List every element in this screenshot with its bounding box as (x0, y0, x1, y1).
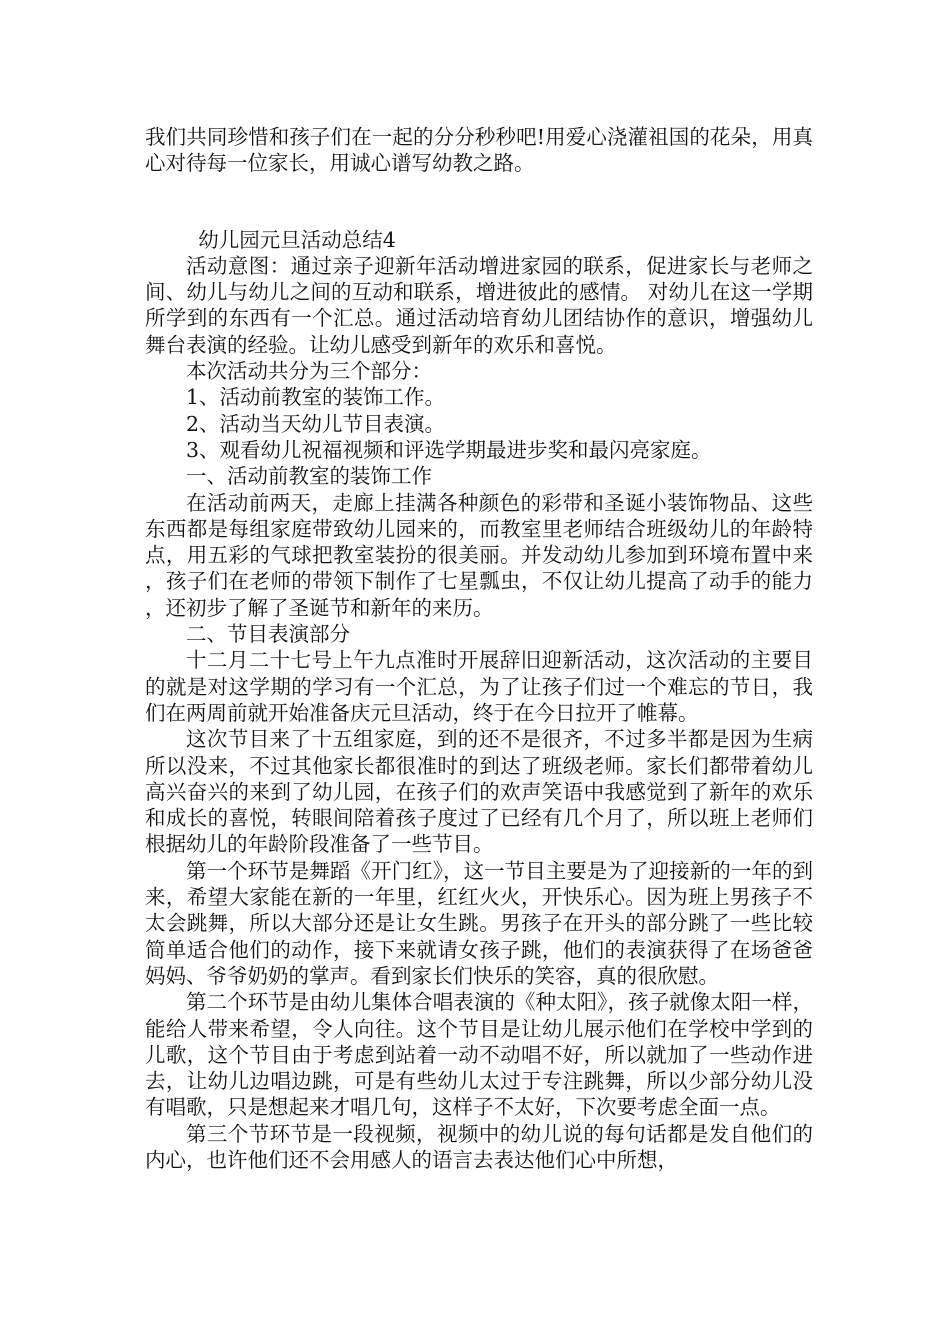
paragraph-families: 这次节目来了十五组家庭，到的还不是很齐，不过多半都是因为生病所以没来，不过其他家长都很准时的到达了班级老师。家长们都带着幼儿高兴奋兴的来到了幼儿园，在孩子们的欢声笑语中我感觉到了新年的欢乐和成长的喜悦，转眼间陪着孩子度过了已经有几个月了，所以班上老师们根据幼儿的年龄阶段准备了一些节目。 (145, 727, 813, 857)
paragraph-chorus: 第二个环节是由幼儿集体合唱表演的《种太阳》，孩子就像太阳一样，能给人带来希望，令人向往。这个节目是让幼儿展示他们在学校中学到的儿歌，这个节目由于考虑到站着一动不动唱不好，所以就加了一些动作进去，让幼儿边唱边跳，可是有些幼儿太过于专注跳舞，所以少部分幼儿没有唱歌，只是想起来才唱几句，这样子不太好，下次要考虑全面一点。 (145, 990, 813, 1120)
heading-decoration: 一、活动前教室的装饰工作 (186, 464, 432, 489)
list-item-1: 1、活动前教室的装饰工作。 (186, 385, 446, 410)
section-title: 幼儿园元旦活动总结4 (198, 227, 396, 252)
list-item-2: 2、活动当天幼儿节目表演。 (186, 411, 446, 436)
paragraph-dance: 第一个环节是舞蹈《开门红》，这一节目主要是为了迎接新的一年的到来，希望大家能在新的一年里，红红火火，开快乐心。因为班上男孩子不太会跳舞，所以大部分还是让女生跳。男孩子在开头的部分跳了一些比较简单适合他们的动作，接下来就请女孩子跳，他们的表演获得了在场爸爸妈妈、爷爷奶奶的掌声。看到家长们快乐的笑容，真的很欣慰。 (145, 858, 813, 988)
paragraph-decoration: 在活动前两天，走廊上挂满各种颜色的彩带和圣诞小装饰物品、这些东西都是每组家庭带致幼儿园来的，而教室里老师结合班级幼儿的年龄特点，用五彩的气球把教室装扮的很美丽。并发动幼儿参加到环境布置中来，孩子们在老师的带领下制作了七星瓢虫，不仅让幼儿提高了动手的能力，还初步了解了圣诞节和新年的来历。 (145, 490, 813, 620)
section-spacer (145, 177, 813, 227)
paragraph-intent: 活动意图：通过亲子迎新年活动增进家园的联系，促进家长与老师之间、幼儿与幼儿之间的互动和联系，增进彼此的感情。 对幼儿在这一学期所学到的东西有一个汇总。通过活动培育幼儿团结协作的意识，增强幼儿舞台表演的经验。让幼儿感受到新年的欢乐和喜悦。 (145, 253, 813, 357)
paragraph-parts-intro: 本次活动共分为三个部分： (186, 359, 432, 384)
intro-paragraph: 我们共同珍惜和孩子们在一起的分分秒秒吧!用爱心浇灌祖国的花朵，用真心对待每一位家长，用诚心谱写幼教之路。 (145, 125, 813, 176)
document-page (145, 124, 813, 1173)
heading-performance: 二、节目表演部分 (186, 622, 350, 647)
paragraph-video: 第三个节环节是一段视频，视频中的幼儿说的每句话都是发自他们的内心，也许他们还不会用感人的语言去表达他们心中所想， (145, 1121, 813, 1172)
paragraph-activity-start: 十二月二十七号上午九点准时开展辞旧迎新活动，这次活动的主要目的就是对这学期的学习有一个汇总，为了让孩子们过一个难忘的节日，我们在两周前就开始准备庆元旦活动，终于在今日拉开了帷幕。 (145, 648, 813, 725)
list-item-3: 3、观看幼儿祝福视频和评选学期最进步奖和最闪亮家庭。 (186, 437, 712, 462)
